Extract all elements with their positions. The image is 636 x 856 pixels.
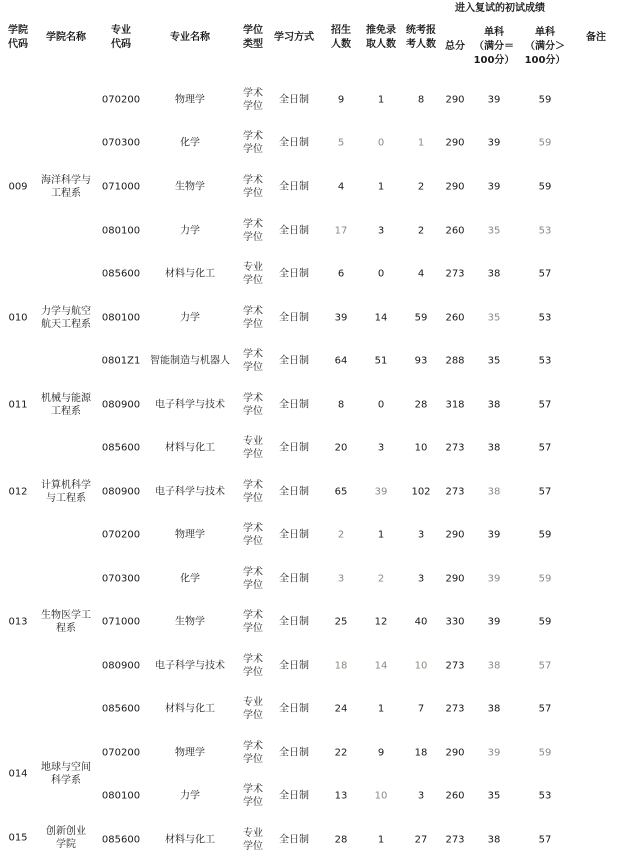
header-major-code: 专业 代码: [111, 25, 131, 50]
enrollment-cell: 24: [334, 703, 348, 715]
major-code-cell: 085600: [101, 834, 141, 846]
degree-type-cell: 学术 学位: [243, 654, 263, 678]
major-name-cell: 电子科学与技术: [155, 399, 225, 411]
recommended-cell: 0: [377, 137, 385, 149]
major-code-cell: 085600: [101, 703, 141, 715]
enrollment-cell: 13: [334, 790, 348, 802]
single-100-score-cell: 39: [487, 94, 501, 106]
header-major-name: 专业名称: [170, 32, 210, 43]
degree-type-cell: 学术 学位: [243, 349, 263, 373]
total-score-cell: 288: [445, 355, 465, 367]
dept-name: 机械与能源 工程系: [41, 393, 91, 417]
dept-code: 012: [8, 486, 28, 498]
header-single-100: 单科 （满分＝ 100分）: [473, 27, 515, 66]
single-gt100-score-cell: 57: [538, 399, 552, 411]
single-gt100-score-cell: 59: [538, 747, 552, 759]
major-name-cell: 物理学: [175, 747, 205, 759]
recommended-cell: 9: [377, 747, 385, 759]
single-100-score-cell: 39: [487, 573, 501, 585]
single-100-score-cell: 39: [487, 529, 501, 541]
major-name-cell: 生物学: [175, 181, 205, 193]
single-100-score-cell: 35: [487, 790, 501, 802]
exam-applicants-cell: 27: [414, 834, 428, 846]
dept-name: 计算机科学 与工程系: [41, 480, 91, 504]
recommended-cell: 2: [377, 573, 385, 585]
major-name-cell: 物理学: [175, 94, 205, 106]
single-gt100-score-cell: 57: [538, 703, 552, 715]
study-mode-cell: 全日制: [279, 94, 309, 106]
enrollment-cell: 4: [337, 181, 345, 193]
major-code-cell: 071000: [101, 181, 141, 193]
enrollment-cell: 5: [337, 137, 345, 149]
single-gt100-score-cell: 59: [538, 137, 552, 149]
total-score-cell: 290: [445, 529, 465, 541]
total-score-cell: 273: [445, 268, 465, 280]
recommended-cell: 1: [377, 834, 385, 846]
study-mode-cell: 全日制: [279, 355, 309, 367]
enrollment-cell: 8: [337, 399, 345, 411]
exam-applicants-cell: 3: [417, 529, 425, 541]
dept-code: 010: [8, 312, 28, 324]
exam-applicants-cell: 28: [414, 399, 428, 411]
degree-type-cell: 学术 学位: [243, 219, 263, 243]
major-code-cell: 070300: [101, 137, 141, 149]
header-enrollment: 招生 人数: [331, 25, 351, 50]
single-gt100-score-cell: 59: [538, 529, 552, 541]
header-total: 总分: [445, 41, 465, 52]
enrollment-cell: 22: [334, 747, 348, 759]
recommended-cell: 39: [374, 486, 388, 498]
major-name-cell: 材料与化工: [165, 442, 215, 454]
exam-applicants-cell: 3: [417, 790, 425, 802]
single-100-score-cell: 39: [487, 181, 501, 193]
enrollment-cell: 20: [334, 442, 348, 454]
degree-type-cell: 学术 学位: [243, 306, 263, 330]
degree-type-cell: 专业 学位: [243, 262, 263, 286]
major-name-cell: 力学: [180, 790, 200, 802]
study-mode-cell: 全日制: [279, 747, 309, 759]
study-mode-cell: 全日制: [279, 486, 309, 498]
single-100-score-cell: 39: [487, 137, 501, 149]
recommended-cell: 14: [374, 312, 388, 324]
single-gt100-score-cell: 53: [538, 790, 552, 802]
degree-type-cell: 学术 学位: [243, 523, 263, 547]
degree-type-cell: 学术 学位: [243, 567, 263, 591]
single-100-score-cell: 38: [487, 399, 501, 411]
single-gt100-score-cell: 57: [538, 268, 552, 280]
recommended-cell: 12: [374, 616, 388, 628]
recommended-cell: 3: [377, 225, 385, 237]
major-name-cell: 物理学: [175, 529, 205, 541]
study-mode-cell: 全日制: [279, 181, 309, 193]
single-100-score-cell: 38: [487, 703, 501, 715]
study-mode-cell: 全日制: [279, 834, 309, 846]
single-gt100-score-cell: 57: [538, 834, 552, 846]
single-100-score-cell: 38: [487, 834, 501, 846]
total-score-cell: 273: [445, 703, 465, 715]
enrollment-cell: 18: [334, 660, 348, 672]
exam-applicants-cell: 102: [411, 486, 431, 498]
exam-applicants-cell: 18: [414, 747, 428, 759]
major-code-cell: 070200: [101, 747, 141, 759]
enrollment-cell: 65: [334, 486, 348, 498]
exam-applicants-cell: 40: [414, 616, 428, 628]
header-single-gt100: 单科 （满分＞ 100分）: [524, 27, 566, 66]
major-name-cell: 力学: [180, 312, 200, 324]
study-mode-cell: 全日制: [279, 529, 309, 541]
degree-type-cell: 专业 学位: [243, 436, 263, 460]
header-study-mode: 学习方式: [274, 32, 314, 43]
single-gt100-score-cell: 53: [538, 312, 552, 324]
recommended-cell: 1: [377, 181, 385, 193]
enrollment-cell: 64: [334, 355, 348, 367]
dept-name: 海洋科学与 工程系: [41, 175, 91, 199]
study-mode-cell: 全日制: [279, 399, 309, 411]
header-degree-type: 学位 类型: [243, 25, 263, 50]
total-score-cell: 273: [445, 442, 465, 454]
total-score-cell: 290: [445, 94, 465, 106]
enrollment-cell: 9: [337, 94, 345, 106]
degree-type-cell: 学术 学位: [243, 741, 263, 765]
single-100-score-cell: 35: [487, 312, 501, 324]
recommended-cell: 1: [377, 529, 385, 541]
single-100-score-cell: 39: [487, 747, 501, 759]
major-code-cell: 080900: [101, 486, 141, 498]
total-score-cell: 260: [445, 790, 465, 802]
major-name-cell: 材料与化工: [165, 703, 215, 715]
total-score-cell: 273: [445, 834, 465, 846]
total-score-cell: 330: [445, 616, 465, 628]
single-gt100-score-cell: 57: [538, 660, 552, 672]
recommended-cell: 10: [374, 790, 388, 802]
enrollment-cell: 6: [337, 268, 345, 280]
major-code-cell: 080900: [101, 660, 141, 672]
total-score-cell: 260: [445, 312, 465, 324]
exam-applicants-cell: 3: [417, 573, 425, 585]
single-gt100-score-cell: 53: [538, 225, 552, 237]
single-gt100-score-cell: 59: [538, 181, 552, 193]
single-100-score-cell: 38: [487, 442, 501, 454]
recommended-cell: 1: [377, 703, 385, 715]
total-score-cell: 273: [445, 486, 465, 498]
major-code-cell: 0801Z1: [101, 355, 141, 367]
major-name-cell: 材料与化工: [165, 834, 215, 846]
single-gt100-score-cell: 57: [538, 486, 552, 498]
header-recommended: 推免录 取人数: [366, 25, 396, 50]
dept-name: 力学与航空 航天工程系: [41, 306, 91, 330]
single-100-score-cell: 35: [487, 225, 501, 237]
degree-type-cell: 学术 学位: [243, 175, 263, 199]
exam-applicants-cell: 2: [417, 225, 425, 237]
dept-name: 生物医学工 程系: [41, 610, 91, 634]
exam-applicants-cell: 10: [414, 660, 428, 672]
recommended-cell: 0: [377, 399, 385, 411]
single-100-score-cell: 39: [487, 616, 501, 628]
major-name-cell: 电子科学与技术: [155, 486, 225, 498]
total-score-cell: 290: [445, 747, 465, 759]
dept-name: 地球与空间 科学系: [41, 762, 91, 786]
degree-type-cell: 专业 学位: [243, 828, 263, 852]
major-name-cell: 智能制造与机器人: [150, 355, 230, 367]
degree-type-cell: 学术 学位: [243, 784, 263, 808]
study-mode-cell: 全日制: [279, 225, 309, 237]
single-100-score-cell: 38: [487, 486, 501, 498]
header-score-group: 进入复试的初试成绩: [455, 3, 545, 14]
major-name-cell: 化学: [180, 573, 200, 585]
major-code-cell: 080900: [101, 399, 141, 411]
exam-applicants-cell: 10: [414, 442, 428, 454]
header-remarks: 备注: [586, 32, 606, 43]
single-gt100-score-cell: 53: [538, 355, 552, 367]
total-score-cell: 260: [445, 225, 465, 237]
single-gt100-score-cell: 59: [538, 573, 552, 585]
single-100-score-cell: 38: [487, 268, 501, 280]
major-name-cell: 化学: [180, 137, 200, 149]
major-code-cell: 070200: [101, 94, 141, 106]
single-gt100-score-cell: 59: [538, 94, 552, 106]
major-code-cell: 070200: [101, 529, 141, 541]
major-name-cell: 生物学: [175, 616, 205, 628]
major-code-cell: 080100: [101, 312, 141, 324]
total-score-cell: 290: [445, 137, 465, 149]
total-score-cell: 290: [445, 181, 465, 193]
single-100-score-cell: 38: [487, 660, 501, 672]
major-code-cell: 085600: [101, 268, 141, 280]
dept-code: 013: [8, 616, 28, 628]
single-gt100-score-cell: 57: [538, 442, 552, 454]
total-score-cell: 318: [445, 399, 465, 411]
dept-code: 015: [8, 832, 28, 844]
study-mode-cell: 全日制: [279, 790, 309, 802]
study-mode-cell: 全日制: [279, 616, 309, 628]
header-dept-name: 学院名称: [46, 32, 86, 43]
major-code-cell: 085600: [101, 442, 141, 454]
enrollment-cell: 3: [337, 573, 345, 585]
exam-applicants-cell: 7: [417, 703, 425, 715]
recommended-cell: 0: [377, 268, 385, 280]
single-gt100-score-cell: 59: [538, 616, 552, 628]
major-code-cell: 071000: [101, 616, 141, 628]
exam-applicants-cell: 1: [417, 137, 425, 149]
exam-applicants-cell: 2: [417, 181, 425, 193]
degree-type-cell: 学术 学位: [243, 480, 263, 504]
recommended-cell: 3: [377, 442, 385, 454]
major-name-cell: 力学: [180, 225, 200, 237]
study-mode-cell: 全日制: [279, 442, 309, 454]
recommended-cell: 14: [374, 660, 388, 672]
exam-applicants-cell: 8: [417, 94, 425, 106]
enrollment-cell: 25: [334, 616, 348, 628]
major-code-cell: 080100: [101, 790, 141, 802]
dept-name: 创新创业 学院: [46, 826, 86, 850]
major-code-cell: 070300: [101, 573, 141, 585]
total-score-cell: 290: [445, 573, 465, 585]
major-name-cell: 电子科学与技术: [155, 660, 225, 672]
enrollment-cell: 39: [334, 312, 348, 324]
major-name-cell: 材料与化工: [165, 268, 215, 280]
degree-type-cell: 学术 学位: [243, 393, 263, 417]
dept-code: 009: [8, 181, 28, 193]
enrollment-cell: 17: [334, 225, 348, 237]
recommended-cell: 1: [377, 94, 385, 106]
degree-type-cell: 学术 学位: [243, 131, 263, 155]
study-mode-cell: 全日制: [279, 703, 309, 715]
exam-applicants-cell: 59: [414, 312, 428, 324]
header-exam-applicants: 统考报 考人数: [406, 25, 436, 50]
study-mode-cell: 全日制: [279, 660, 309, 672]
dept-code: 014: [8, 768, 28, 780]
single-100-score-cell: 35: [487, 355, 501, 367]
recommended-cell: 51: [374, 355, 388, 367]
exam-applicants-cell: 93: [414, 355, 428, 367]
enrollment-cell: 28: [334, 834, 348, 846]
degree-type-cell: 学术 学位: [243, 88, 263, 112]
study-mode-cell: 全日制: [279, 268, 309, 280]
degree-type-cell: 专业 学位: [243, 697, 263, 721]
study-mode-cell: 全日制: [279, 312, 309, 324]
study-mode-cell: 全日制: [279, 573, 309, 585]
total-score-cell: 273: [445, 660, 465, 672]
major-code-cell: 080100: [101, 225, 141, 237]
exam-applicants-cell: 4: [417, 268, 425, 280]
study-mode-cell: 全日制: [279, 137, 309, 149]
degree-type-cell: 学术 学位: [243, 610, 263, 634]
header-dept-code: 学院 代码: [8, 25, 28, 50]
dept-code: 011: [8, 399, 28, 411]
enrollment-cell: 2: [337, 529, 345, 541]
